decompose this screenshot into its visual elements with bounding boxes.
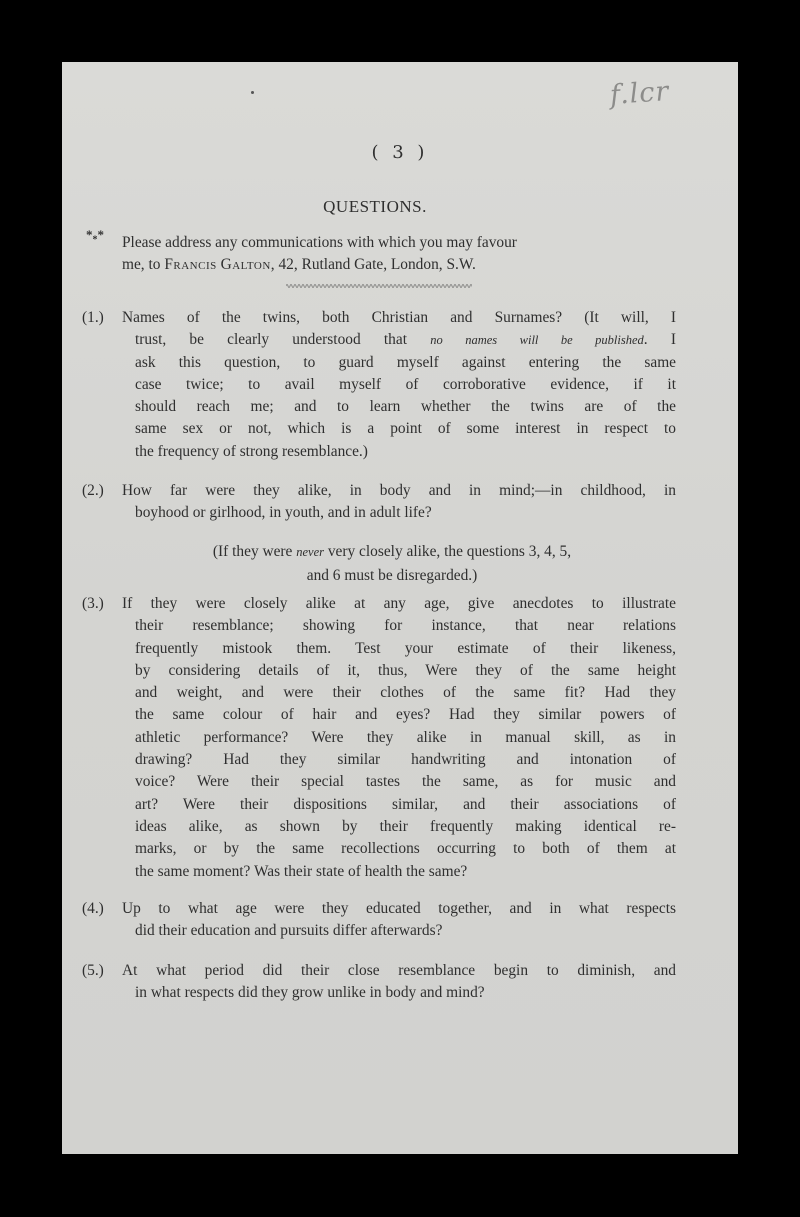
asterism-icon: $*_**$ (86, 227, 104, 246)
question-2 (82, 480, 676, 525)
italic-phrase: no names will be published (430, 333, 644, 348)
question-4 (82, 898, 676, 943)
address-note (86, 227, 676, 276)
wavy-divider (286, 282, 472, 290)
address-note-line-2: me, to Francis Galton, 42, Rutland Gate, London, S.W. (122, 256, 476, 273)
question-number: (3.) (82, 595, 104, 612)
page-number: ( 3 ) (371, 142, 429, 163)
pencil-annotation: f.lcr (608, 75, 671, 112)
question-text: How far were they alike, in body and in mind;—in childhood, in boyhood or girlhood, in youth, and in adult life? (122, 482, 676, 522)
question-number: (5.) (82, 962, 104, 979)
section-heading: QUESTIONS. (323, 197, 427, 216)
question-5 (82, 960, 676, 1005)
author-last-name: Galton (220, 256, 271, 273)
italic-never: never (296, 545, 325, 559)
document-page (62, 62, 738, 1154)
author-first-name: Francis (164, 256, 217, 273)
disregard-note: (If they were never very closely alike, the questions 3, 4, 5, and 6 must be disregarded.) (212, 543, 572, 584)
question-1 (82, 307, 676, 463)
question-text: If they were closely alike at any age, give anecdotes to illustrate their resemblance; showing for instance, that near relations frequently mistook them. Test your estimate of their likeness, by considering details of it, thus, Were they of the same height and weight, and were their clothes of the same fit? Had they the same colour of hair and eyes? Had they similar powers of athletic performance? Were they alike in manual skill, as in drawing? Had they similar handwriting and intonation of voice? Were their special tastes the same, as for music and art? Were their dispositions similar, and their associations of ideas alike, as shown by their frequently making identical re- marks, or by the same recollections occurring to both of them at the same moment? Was their state of health the same? (122, 595, 676, 880)
question-number: (1.) (82, 309, 104, 326)
address-note-text (86, 232, 676, 276)
question-number: (2.) (82, 482, 104, 499)
question-text: Names of the twins, both Christian and Surnames? (It will, I trust, be clearly understood that no names will be published. I ask this question, to guard myself against entering the same case twice; to avail myself of corroborative evidence, if it should reach me; and to learn whether the twins are of the same sex or not, which is a point of some interest in respect to the frequency of strong resemblance.) (122, 309, 676, 460)
ink-dot (251, 91, 254, 94)
question-3 (82, 593, 676, 883)
address-note-line-1: Please address any communications with which you may favour (122, 234, 517, 251)
question-text: Up to what age were they educated together, and in what respects did their education and pursuits differ afterwards? (122, 900, 676, 940)
question-text: At what period did their close resemblance begin to diminish, and in what respects did they grow unlike in body and mind? (122, 962, 676, 1002)
question-number: (4.) (82, 900, 104, 917)
